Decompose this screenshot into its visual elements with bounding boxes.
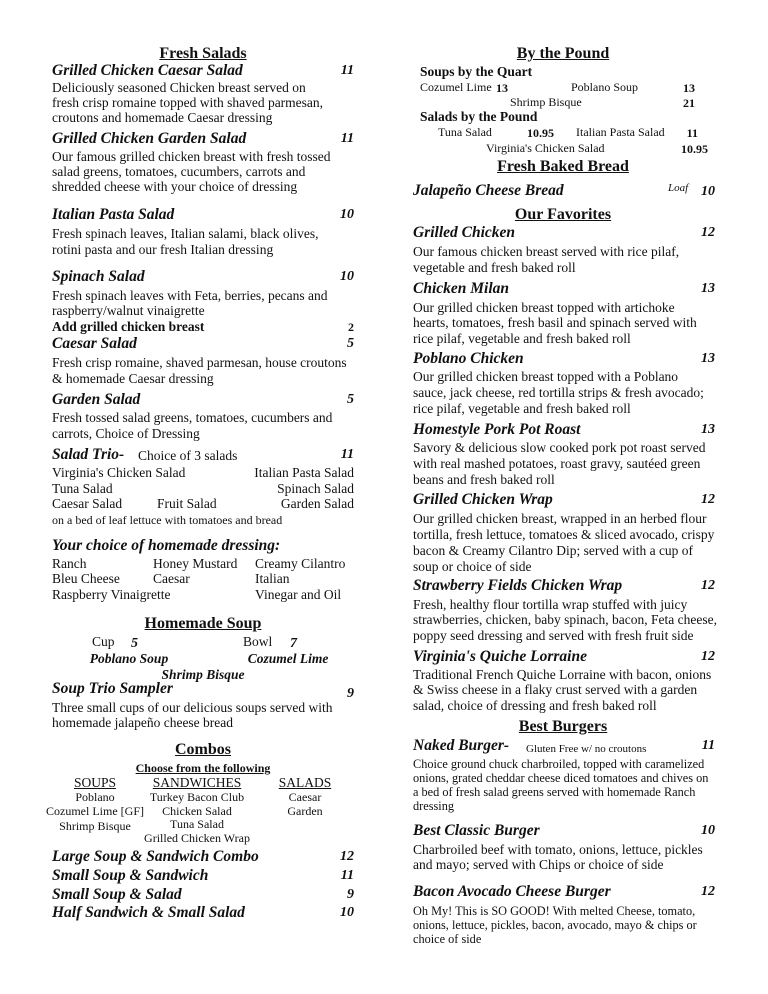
salad-option: Virginia's Chicken Salad: [52, 465, 186, 480]
burger-item-description: choice of side: [413, 932, 482, 946]
burger-item-description: a bed of fresh salad greens served with homemade Ranch: [413, 785, 696, 799]
menu-item-title: Grilled Chicken Wrap: [413, 491, 553, 508]
quart-soup-name: Poblano Soup: [571, 80, 639, 94]
burger-item-title: Naked Burger-: [413, 737, 510, 754]
menu-item-description: Fresh spinach leaves, Italian salami, black olives,: [52, 226, 319, 241]
menu-item-title: Spinach Salad: [52, 268, 145, 285]
menu-item-description: salad greens, tomatoes, cucumbers, carrots and: [52, 164, 306, 179]
menu-item-description: shredded cheese with your choice of dressing: [52, 179, 298, 194]
menu-item-price: 10: [340, 269, 354, 284]
dressing-option: Honey Mustard: [153, 556, 238, 571]
menu-item-description: Our famous grilled chicken breast with fresh tossed: [52, 149, 331, 164]
bread-price: 10: [701, 184, 715, 199]
soup-name: Cozumel Lime: [247, 651, 329, 666]
quart-soup-price: 13: [683, 81, 695, 95]
combo-column-header: SALADS: [278, 775, 332, 790]
combo-option: Shrimp Bisque: [59, 819, 131, 833]
quart-soup-price: 13: [496, 81, 508, 95]
pound-salad-name: Tuna Salad: [438, 125, 492, 139]
combo-option: Poblano: [75, 790, 115, 804]
menu-item-description: & Swiss cheese in a flaky crust served with a garden: [413, 682, 698, 697]
menu-item-description: strawberries, chicken, baby spinach, bacon, Feta cheese,: [413, 612, 718, 627]
bread-unit: Loaf: [668, 182, 689, 194]
menu-item-description: & homemade Caesar dressing: [52, 371, 214, 386]
menu-item-description: with real mashed potatoes, roast gravy, sautéed green: [413, 456, 701, 471]
pound-salad-price: 10.95: [681, 142, 708, 156]
menu-item-description: Traditional French Quiche Lorraine with bacon, onions: [413, 667, 712, 682]
menu-item-description: Our grilled chicken breast, wrapped in an herbed flour: [413, 511, 707, 526]
section-heading-our-favorites: Our Favorites: [514, 206, 612, 223]
bread-title: Jalapeño Cheese Bread: [413, 182, 564, 199]
menu-item-description: sauce, jack cheese, red tortilla strips & fresh avocado;: [413, 385, 704, 400]
menu-item-description: Our famous chicken breast served with rice pilaf,: [413, 244, 680, 259]
menu-item-description: fresh crisp romaine topped with shaved parmesan,: [52, 95, 324, 110]
burger-item-price: 12: [701, 884, 715, 899]
salad-trio-subtitle: Choice of 3 salads: [138, 448, 238, 463]
menu-item-description: hearts, tomatoes, fresh basil and spinach served with: [413, 315, 697, 330]
menu-item-description: Fresh tossed salad greens, tomatoes, cucumbers and: [52, 410, 333, 425]
soup-name: Shrimp Bisque: [161, 667, 245, 682]
menu-item-description: Fresh spinach leaves with Feta, berries, pecans and: [52, 288, 328, 303]
salad-trio-title: Salad Trio-: [52, 446, 125, 463]
dressing-heading: Your choice of homemade dressing:: [52, 537, 281, 554]
quart-soup-price: 21: [683, 96, 695, 110]
section-heading-homemade-soup: Homemade Soup: [144, 615, 262, 632]
salad-option: Caesar Salad: [52, 496, 123, 511]
bowl-label: Bowl: [243, 634, 273, 649]
burger-item-description: onions, grated cheddar cheese diced tomatoes and chives on: [413, 771, 709, 785]
dressing-option: Vinegar and Oil: [255, 587, 342, 602]
menu-item-description: rice pilaf, vegetable and fresh baked roll: [413, 401, 631, 416]
soup-trio-price: 9: [347, 686, 354, 701]
menu-item-price: 13: [701, 281, 715, 296]
combo-item-price: 10: [340, 905, 354, 920]
combo-column-header: SOUPS: [73, 775, 117, 790]
combo-option: Cozumel Lime [GF]: [46, 804, 144, 818]
soup-trio-description: Three small cups of our delicious soups served with: [52, 700, 333, 715]
menu-item-title: Chicken Milan: [413, 280, 510, 297]
section-heading-combos: Combos: [174, 741, 232, 758]
menu-item-price: 13: [701, 422, 715, 437]
dressing-option: Italian: [255, 571, 290, 586]
menu-item-title: Homestyle Pork Pot Roast: [413, 421, 581, 438]
burger-note: Gluten Free w/ no croutons: [526, 743, 647, 755]
menu-item-description: Savory & delicious slow cooked pork pot roast served: [413, 440, 706, 455]
salad-option: Tuna Salad: [52, 481, 113, 496]
salad-option: Italian Pasta Salad: [254, 465, 354, 480]
salad-trio-note: on a bed of leaf lettuce with tomatoes and bread: [52, 513, 283, 527]
burger-item-title: Best Classic Burger: [413, 822, 540, 839]
quart-soup-name: Cozumel Lime: [420, 80, 492, 94]
menu-item-description: Our grilled chicken breast topped with a Poblano: [413, 369, 679, 384]
menu-item-description: poppy seed dressing and served with fresh fruit side: [413, 628, 694, 643]
combo-column-header: SANDWICHES: [152, 775, 242, 790]
menu-item-description: Our grilled chicken breast topped with artichoke: [413, 300, 675, 315]
menu-item-description: bacon & Creamy Cilantro Dip; served with a cup of: [413, 543, 694, 558]
menu-item-price: 12: [701, 492, 715, 507]
combo-option: Tuna Salad: [170, 817, 224, 831]
menu-item-price: 12: [701, 578, 715, 593]
bowl-price: 7: [290, 636, 297, 651]
menu-item-price: 12: [701, 649, 715, 664]
cup-label: Cup: [92, 634, 115, 649]
burger-item-description: Charbroiled beef with tomato, onions, lettuce, pickles: [413, 842, 703, 857]
burger-item-price: 10: [701, 823, 715, 838]
pound-salad-name: Italian Pasta Salad: [576, 125, 665, 139]
menu-item-price: 11: [340, 63, 354, 78]
pound-salad-name: Virginia's Chicken Salad: [486, 141, 605, 155]
combo-item-title: Large Soup & Sandwich Combo: [52, 848, 259, 865]
menu-item-title: Garden Salad: [52, 391, 141, 408]
pound-salad-price: 11: [686, 126, 698, 140]
section-heading-fresh-salads: Fresh Salads: [159, 45, 247, 62]
menu-item-title: Caesar Salad: [52, 335, 137, 352]
combo-item-price: 9: [347, 887, 354, 902]
soup-trio-description: homemade jalapeño cheese bread: [52, 715, 234, 730]
combos-subheading: Choose from the following: [135, 761, 271, 775]
menu-item-description: carrots, Choice of Dressing: [52, 426, 200, 441]
menu-item-price: 10: [340, 207, 354, 222]
dressing-option: Creamy Cilantro: [255, 556, 346, 571]
salad-option: Garden Salad: [280, 496, 354, 511]
menu-item-description: rotini pasta and our fresh Italian dressing: [52, 242, 274, 257]
menu-item-description: tortilla, fresh lettuce, tomatoes & sliced avocado, crispy: [413, 527, 715, 542]
menu-item-description: rice pilaf, vegetable and fresh baked roll: [413, 331, 631, 346]
menu-item-title: Grilled Chicken Caesar Salad: [52, 62, 243, 79]
dressing-option: Bleu Cheese: [52, 571, 120, 586]
add-on-label: Add grilled chicken breast: [52, 319, 205, 334]
menu-item-title: Italian Pasta Salad: [52, 206, 175, 223]
dressing-option: Caesar: [153, 571, 190, 586]
menu-item-price: 5: [347, 392, 354, 407]
section-heading-fresh-baked-bread: Fresh Baked Bread: [497, 158, 629, 175]
pound-salad-price: 10.95: [527, 126, 554, 140]
combo-option: Chicken Salad: [162, 804, 232, 818]
menu-item-price: 5: [347, 336, 354, 351]
menu-item-price: 12: [701, 225, 715, 240]
combo-item-title: Small Soup & Salad: [52, 886, 182, 903]
combo-item-title: Half Sandwich & Small Salad: [52, 904, 245, 921]
menu-item-description: salad, choice of dressing and fresh baked roll: [413, 698, 657, 713]
menu-item-description: soup or choice of side: [413, 559, 532, 574]
menu-item-description: croutons and homemade Caesar dressing: [52, 110, 273, 125]
menu-item-description: Deliciously seasoned Chicken breast served on: [52, 80, 306, 95]
salad-trio-price: 11: [340, 447, 354, 462]
soup-name: Poblano Soup: [89, 651, 169, 666]
burger-item-description: onions, lettuce, pickles, bacon, avocado, mayo & chips or: [413, 918, 697, 932]
section-heading-best-burgers: Best Burgers: [518, 718, 608, 735]
combo-item-title: Small Soup & Sandwich: [52, 867, 209, 884]
combo-option: Caesar: [288, 790, 322, 804]
combo-item-price: 11: [340, 868, 354, 883]
burger-item-description: dressing: [413, 799, 454, 813]
burger-item-price: 11: [701, 738, 715, 753]
cup-price: 5: [131, 636, 138, 651]
menu-item-description: Fresh, healthy flour tortilla wrap stuffed with juicy: [413, 597, 688, 612]
combo-item-price: 12: [340, 849, 354, 864]
salad-option: Spinach Salad: [277, 481, 354, 496]
menu-item-price: 13: [701, 351, 715, 366]
menu-item-price: 11: [340, 131, 354, 146]
dressing-option: Raspberry Vinaigrette: [52, 587, 171, 602]
burger-item-title: Bacon Avocado Cheese Burger: [413, 883, 611, 900]
combo-option: Garden: [287, 804, 323, 818]
menu-item-title: Grilled Chicken: [413, 224, 516, 241]
burger-item-description: Choice ground chuck charbroiled, topped with caramelized: [413, 757, 705, 771]
menu-item-description: raspberry/walnut vinaigrette: [52, 303, 205, 318]
menu-item-title: Strawberry Fields Chicken Wrap: [413, 577, 623, 594]
menu-item-description: vegetable and fresh baked roll: [413, 260, 576, 275]
burger-item-description: Oh My! This is SO GOOD! With melted Cheese, tomato,: [413, 904, 696, 918]
menu-item-title: Virginia's Quiche Lorraine: [413, 648, 587, 665]
combo-option: Turkey Bacon Club: [149, 790, 245, 804]
combo-option: Grilled Chicken Wrap: [144, 831, 250, 845]
salad-option: Fruit Salad: [157, 496, 217, 511]
soup-trio-title: Soup Trio Sampler: [52, 680, 173, 697]
quart-soup-name: Shrimp Bisque: [510, 95, 582, 109]
menu-item-title: Poblano Chicken: [413, 350, 524, 367]
menu-item-description: beans and fresh baked roll: [413, 472, 555, 487]
burger-item-description: and mayo; served with Chips or choice of side: [413, 857, 664, 872]
dressing-option: Ranch: [52, 556, 87, 571]
soups-by-quart-heading: Soups by the Quart: [420, 64, 533, 79]
section-heading-by-the-pound: By the Pound: [516, 45, 610, 62]
menu-item-title: Grilled Chicken Garden Salad: [52, 130, 247, 147]
add-on-price: 2: [348, 320, 354, 334]
salads-by-pound-heading: Salads by the Pound: [420, 109, 538, 124]
menu-item-description: Fresh crisp romaine, shaved parmesan, house croutons: [52, 355, 347, 370]
